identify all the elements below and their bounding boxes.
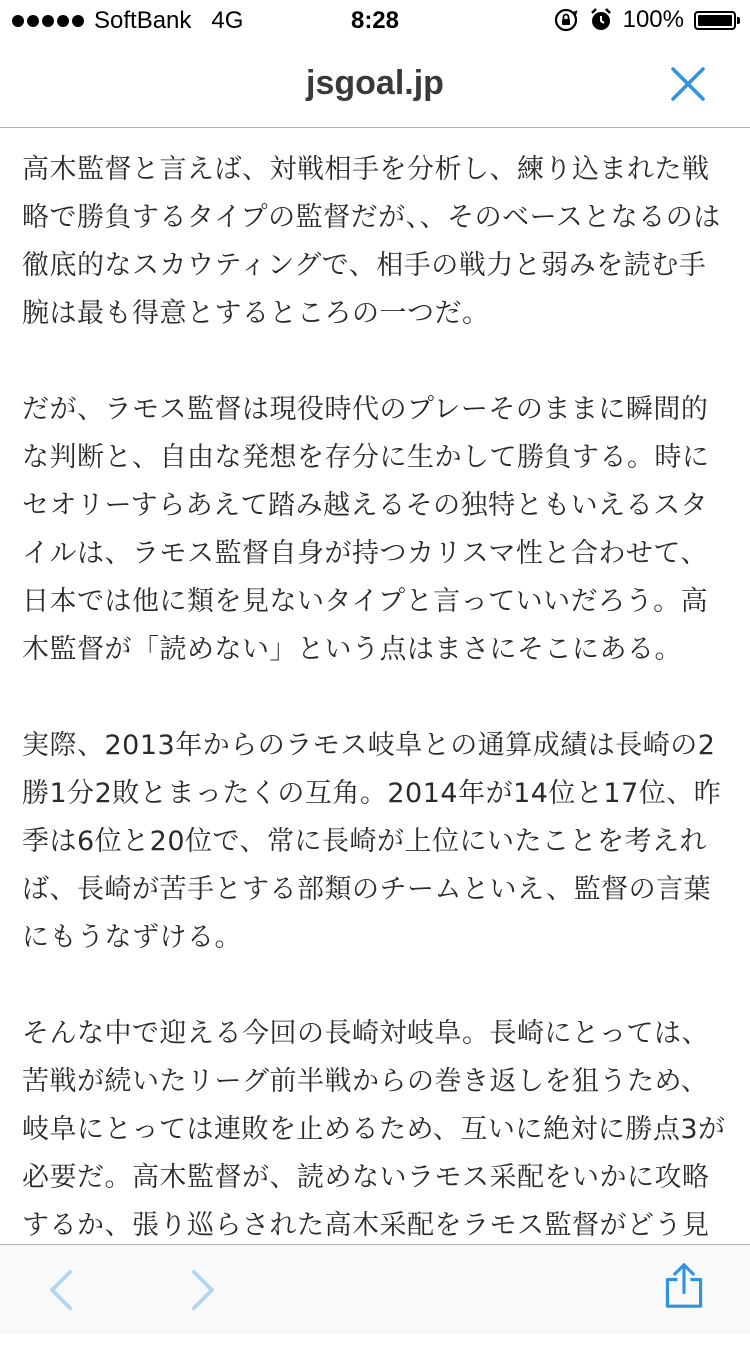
status-time: 8:28 bbox=[350, 7, 400, 34]
chevron-left-icon[interactable] bbox=[40, 1267, 84, 1313]
status-bar bbox=[0, 0, 750, 40]
article-body bbox=[22, 128, 730, 1244]
alarm-icon bbox=[589, 7, 613, 33]
status-right bbox=[553, 6, 736, 34]
page-title: jsgoal.jp bbox=[306, 64, 444, 102]
share-icon[interactable] bbox=[662, 1263, 706, 1309]
chevron-right-icon[interactable] bbox=[180, 1267, 224, 1313]
bottom-toolbar bbox=[0, 1244, 750, 1334]
network-type: 4G bbox=[211, 7, 244, 34]
close-icon[interactable] bbox=[670, 66, 706, 102]
battery-percentage: 100% bbox=[622, 6, 684, 33]
rotation-lock-icon bbox=[553, 7, 579, 33]
carrier-name: SoftBank bbox=[94, 7, 192, 34]
battery-icon bbox=[694, 11, 736, 30]
article-paragraph: だが、ラモス監督は現役時代のプレーそのままに瞬間的な判断と、自由な発想を存分に生かして勝負する。時にセオリーすらあえて踏み越えるその独特ともいえるスタイルは、ラモス監督自身が持つカリスマ性と合わせて、日本では他に類を見ないタイプと言っていいだろう。高木監督が「読めない」という点はまさにそこにある。 bbox=[22, 394, 710, 665]
nav-bar bbox=[0, 40, 750, 128]
article-paragraph: 実際、2013年からのラモス岐阜との通算成績は長崎の2勝1分2敗とまったくの互角。2014年が14位と17位、昨季は6位と20位で、常に長崎が上位にいたことを考えれば、長崎が苦手とする部類のチームといえ、監督の言葉にもうなずける。 bbox=[22, 730, 722, 953]
article-paragraph: 高木監督と言えば、対戦相手を分析し、練り込まれた戦略で勝負するタイプの監督だが、、そのベースとなるのは徹底的なスカウティングで、相手の戦力と弱みを読む手腕は最も得意とするところの一つだ。 bbox=[22, 154, 721, 329]
article-paragraph: そんな中で迎える今回の長崎対岐阜。長崎にとっては、苦戦が続いたリーグ前半戦からの巻き返しを狙うため、岐阜にとっては連敗を止めるため、互いに絶対に勝点3が必要だ。高木監督が、読めないラモス采配をいかに攻略するか、張り巡らされた高木采配をラモス監督がどう見 bbox=[22, 1018, 726, 1241]
